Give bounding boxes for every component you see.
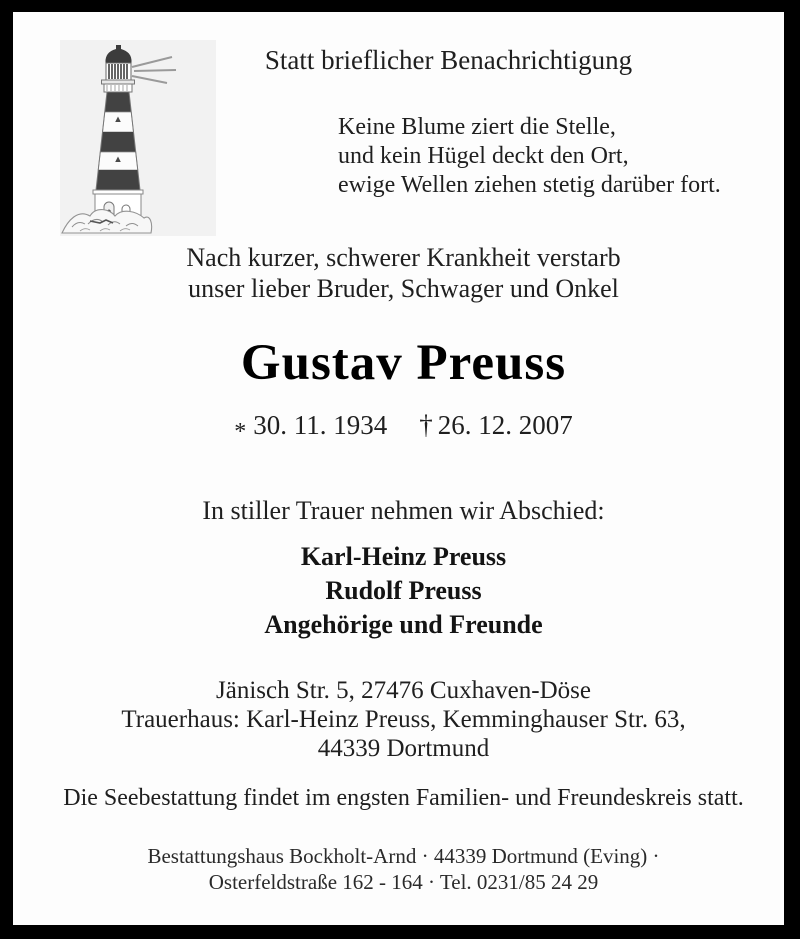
address-line: Jänisch Str. 5, 27476 Cuxhaven-Döse: [216, 677, 591, 704]
mourner-name: Karl-Heinz Preuss: [300, 542, 507, 571]
birth-symbol: *: [234, 419, 247, 445]
sea-burial-note: Die Seebestattung findet im engsten Familien- und Freundeskreis statt.: [63, 785, 744, 811]
funeral-home-line: Osterfeldstraße 162 - 164 · Tel. 0231/85 24 29: [208, 870, 599, 894]
poem-line: und kein Hügel deckt den Ort,: [338, 143, 629, 169]
death-date: 26. 12. 2007: [437, 410, 573, 440]
obituary-page: [13, 12, 784, 925]
lighthouse-illustration: [60, 40, 216, 236]
announcement-line: unser lieber Bruder, Schwager und Onkel: [188, 274, 619, 303]
funeral-home-line: Bestattungshaus Bockholt-Arnd · 44339 Dortmund (Eving) ·: [147, 844, 660, 868]
address-line: Trauerhaus: Karl-Heinz Preuss, Kemminghauser Str. 63,: [121, 706, 686, 733]
address-line: 44339 Dortmund: [317, 735, 490, 762]
death-symbol: †: [419, 410, 433, 440]
announcement-line: Nach kurzer, schwerer Krankheit verstarb: [186, 243, 621, 272]
mourners-list: [23, 540, 784, 642]
address-block: [23, 676, 784, 763]
lighthouse-icon: [60, 40, 216, 236]
farewell-heading: In stiller Trauer nehmen wir Abschied:: [202, 496, 605, 525]
pre-header: Statt brieflicher Benachrichtigung: [264, 45, 633, 75]
mourner-name: Rudolf Preuss: [325, 576, 482, 605]
life-dates: [23, 410, 784, 445]
birth-date: 30. 11. 1934: [253, 410, 388, 440]
poem-line: Keine Blume ziert die Stelle,: [338, 114, 616, 140]
announcement-text: [23, 242, 784, 304]
poem-line: ewige Wellen ziehen stetig darüber fort.: [338, 172, 721, 198]
mourner-name: Angehörige und Freunde: [264, 610, 543, 639]
deceased-name: Gustav Preuss: [240, 335, 567, 391]
memorial-poem: [338, 113, 721, 200]
funeral-home-info: [23, 843, 784, 895]
